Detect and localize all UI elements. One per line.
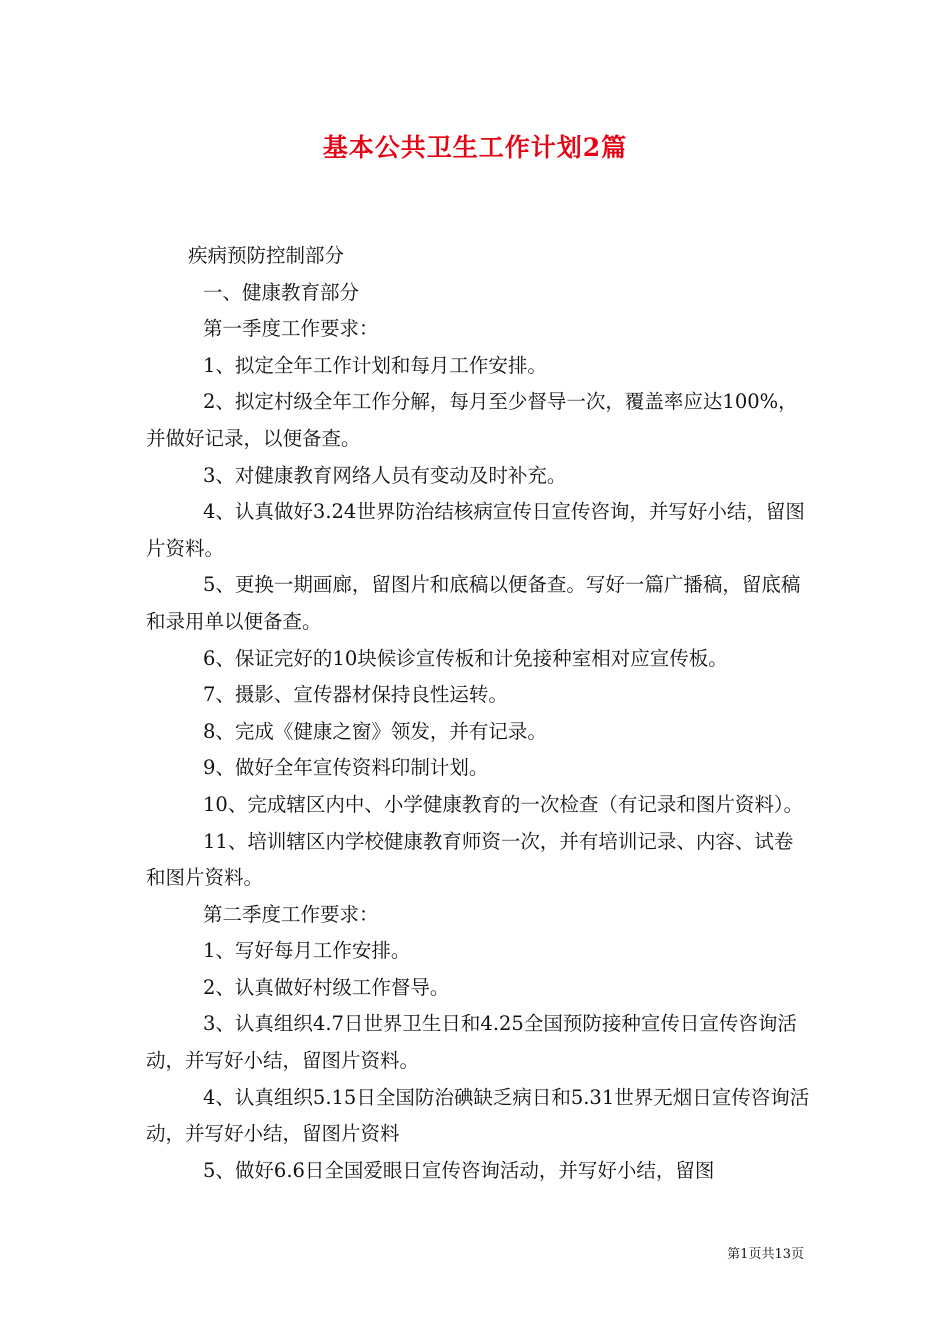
document-title: 基本公共卫生工作计划2篇 bbox=[322, 133, 628, 162]
paragraph: 5、更换一期画廊，留图片和底稿以便备查。写好一篇广播稿，留底稿和录用单以便备查。 bbox=[146, 573, 801, 633]
paragraph-heading: 一、健康教育部分 bbox=[203, 280, 360, 304]
paragraph: 3、对健康教育网络人员有变动及时补充。 bbox=[203, 463, 567, 487]
page-number-footer: 第1页共13页 bbox=[727, 1247, 804, 1262]
paragraph: 7、摄影、宣传器材保持良性运转。 bbox=[203, 683, 508, 707]
paragraph: 10、完成辖区内中、小学健康教育的一次检查（有记录和图片资料）。 bbox=[203, 792, 804, 816]
paragraph: 11、培训辖区内学校健康教育师资一次，并有培训记录、内容、试卷和图片资料。 bbox=[146, 829, 794, 890]
paragraph: 9、做好全年宣传资料印制计划。 bbox=[203, 756, 489, 780]
paragraph: 4、认真组织5.15日全国防治碘缺乏病日和5.31世界无烟日宣传咨询活动，并写好小结，留图片资料 bbox=[146, 1085, 810, 1146]
paragraph: 5、做好6.6日全国爱眼日宣传咨询活动，并写好小结，留图 bbox=[203, 1158, 715, 1182]
paragraph: 1、拟定全年工作计划和每月工作安排。 bbox=[203, 353, 547, 377]
paragraph-quarter-heading: 第二季度工作要求： bbox=[203, 902, 379, 926]
paragraph-quarter-heading: 第一季度工作要求： bbox=[203, 317, 379, 341]
paragraph: 3、认真组织4.7日世界卫生日和4.25全国预防接种宣传日宣传咨询活动，并写好小结，留图片资料。 bbox=[146, 1012, 797, 1073]
paragraph: 6、保证完好的10块候诊宣传板和计免接种室相对应宣传板。 bbox=[203, 646, 728, 670]
paragraph: 4、认真做好3.24世界防治结核病宣传日宣传咨询，并写好小结，留图片资料。 bbox=[146, 500, 805, 560]
paragraph: 2、认真做好村级工作督导。 bbox=[203, 975, 450, 999]
paragraph: 8、完成《健康之窗》领发，并有记录。 bbox=[203, 719, 547, 743]
document-body bbox=[146, 238, 811, 1189]
paragraph: 2、拟定村级全年工作分解，每月至少督导一次，覆盖率应达100%，并做好记录，以便备查。 bbox=[146, 390, 798, 450]
paragraph: 1、写好每月工作安排。 bbox=[203, 939, 411, 963]
paragraph-section-heading: 疾病预防控制部分 bbox=[188, 244, 345, 267]
